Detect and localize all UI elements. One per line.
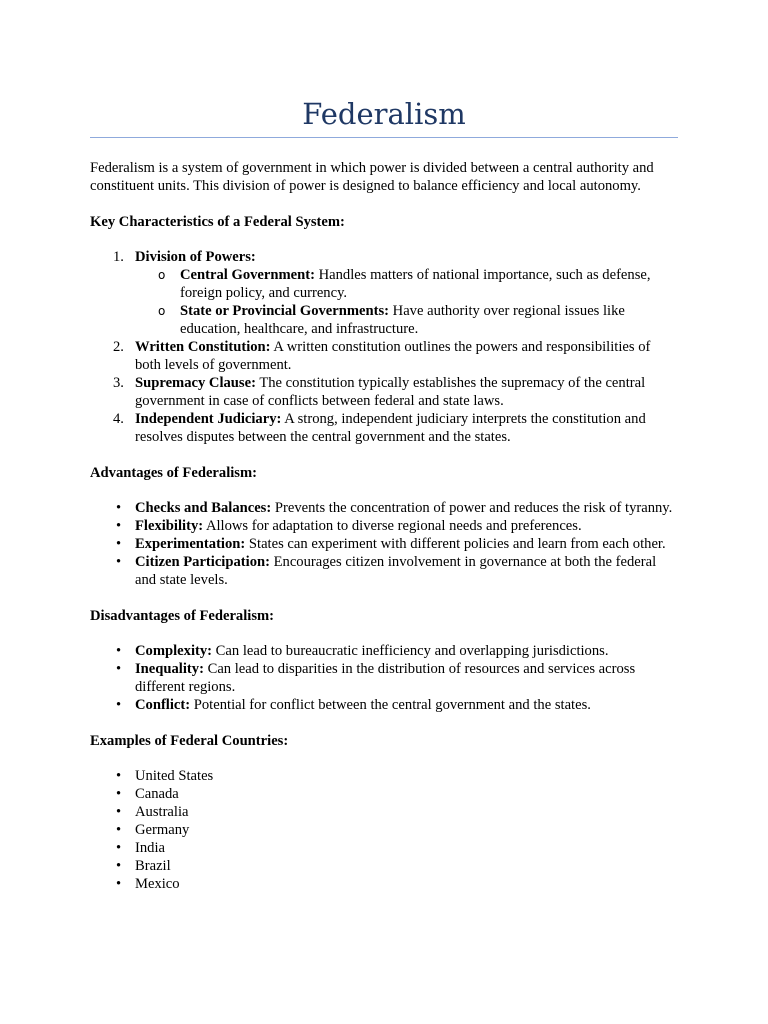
characteristic-text: The constitution typically establishes the supremacy of the central government in case of conflicts between federal and state laws.	[135, 375, 646, 409]
list-number: 2.	[113, 339, 124, 355]
country-name: Germany	[135, 822, 190, 838]
item-text: Encourages citizen involvement in governance at both the federal and state levels.	[135, 554, 657, 588]
bullet: •	[116, 697, 122, 713]
list-item	[90, 696, 678, 714]
item-text: Potential for conflict between the central government and the states.	[190, 697, 591, 713]
sub-item	[135, 302, 678, 338]
characteristic-text: A strong, independent judiciary interprets the constitution and resolves disputes between the central government and the states.	[135, 411, 646, 445]
list-item	[90, 517, 678, 535]
list-item	[90, 821, 678, 839]
item-text: Can lead to disparities in the distribution of resources and services across different regions.	[135, 661, 636, 695]
document-page	[90, 0, 678, 893]
list-item	[90, 642, 678, 660]
list-number: 4.	[113, 411, 124, 427]
sub-term: Central Government:	[180, 267, 315, 283]
sub-list	[135, 266, 678, 338]
bullet: •	[116, 858, 122, 874]
list-item	[90, 767, 678, 785]
title-underline	[90, 137, 678, 138]
bullet: •	[116, 518, 122, 534]
examples-heading: Examples of Federal Countries:	[90, 733, 289, 749]
characteristics-heading: Key Characteristics of a Federal System:	[90, 214, 345, 230]
characteristic-term: Written Constitution:	[135, 339, 271, 355]
item-term: Citizen Participation:	[135, 554, 270, 570]
document-title: Federalism	[302, 97, 466, 131]
list-number: 1.	[113, 249, 124, 265]
list-item	[90, 875, 678, 893]
list-item	[90, 499, 678, 517]
intro-paragraph: Federalism is a system of government in which power is divided between a central authority and constituent units. This division of power is designed to balance efficiency and local autonomy.	[90, 160, 654, 194]
characteristic-item	[90, 338, 678, 374]
country-name: United States	[135, 768, 214, 784]
item-term: Experimentation:	[135, 536, 246, 552]
item-term: Flexibility:	[135, 518, 204, 534]
sub-text: Handles matters of national importance, such as defense, foreign policy, and currency.	[180, 267, 651, 301]
disadvantages-heading: Disadvantages of Federalism:	[90, 608, 275, 624]
characteristic-item	[90, 248, 678, 338]
sub-item	[135, 266, 678, 302]
item-text: Can lead to bureaucratic inefficiency and overlapping jurisdictions.	[212, 643, 609, 659]
item-term: Checks and Balances:	[135, 500, 272, 516]
bullet: •	[116, 643, 122, 659]
list-item	[90, 535, 678, 553]
list-item	[90, 839, 678, 857]
list-item	[90, 803, 678, 821]
characteristic-item	[90, 410, 678, 446]
advantages-heading: Advantages of Federalism:	[90, 465, 257, 481]
characteristic-term: Supremacy Clause:	[135, 375, 256, 391]
bullet: •	[116, 840, 122, 856]
bullet: •	[116, 536, 122, 552]
bullet: •	[116, 768, 122, 784]
bullet: •	[116, 822, 122, 838]
characteristic-term: Division of Powers:	[135, 249, 256, 265]
item-term: Inequality:	[135, 661, 204, 677]
country-name: Canada	[135, 786, 179, 802]
sub-term: State or Provincial Governments:	[180, 303, 390, 319]
country-name: Mexico	[135, 876, 180, 892]
item-text: Allows for adaptation to diverse regional needs and preferences.	[203, 518, 582, 534]
item-text: Prevents the concentration of power and reduces the risk of tyranny.	[271, 500, 673, 516]
bullet: •	[116, 661, 122, 677]
sub-bullet: o	[158, 268, 166, 282]
item-text: States can experiment with different policies and learn from each other.	[245, 536, 666, 552]
bullet: •	[116, 786, 122, 802]
list-item	[90, 785, 678, 803]
list-number: 3.	[113, 375, 124, 391]
examples-list	[90, 767, 678, 893]
bullet: •	[116, 804, 122, 820]
advantages-list	[90, 499, 678, 589]
sub-bullet: o	[158, 304, 166, 318]
country-name: Brazil	[135, 858, 171, 874]
bullet: •	[116, 500, 122, 516]
country-name: Australia	[135, 804, 189, 820]
characteristic-item	[90, 374, 678, 410]
characteristic-term: Independent Judiciary:	[135, 411, 282, 427]
characteristics-list	[90, 248, 678, 446]
bullet: •	[116, 876, 122, 892]
bullet: •	[116, 554, 122, 570]
item-term: Conflict:	[135, 697, 191, 713]
item-term: Complexity:	[135, 643, 213, 659]
list-item	[90, 660, 678, 696]
sub-text: Have authority over regional issues like education, healthcare, and infrastructure.	[180, 303, 625, 337]
list-item	[90, 553, 678, 589]
characteristic-text: A written constitution outlines the powers and responsibilities of both levels of government.	[135, 339, 651, 373]
country-name: India	[135, 840, 165, 856]
disadvantages-list	[90, 642, 678, 714]
list-item	[90, 857, 678, 875]
